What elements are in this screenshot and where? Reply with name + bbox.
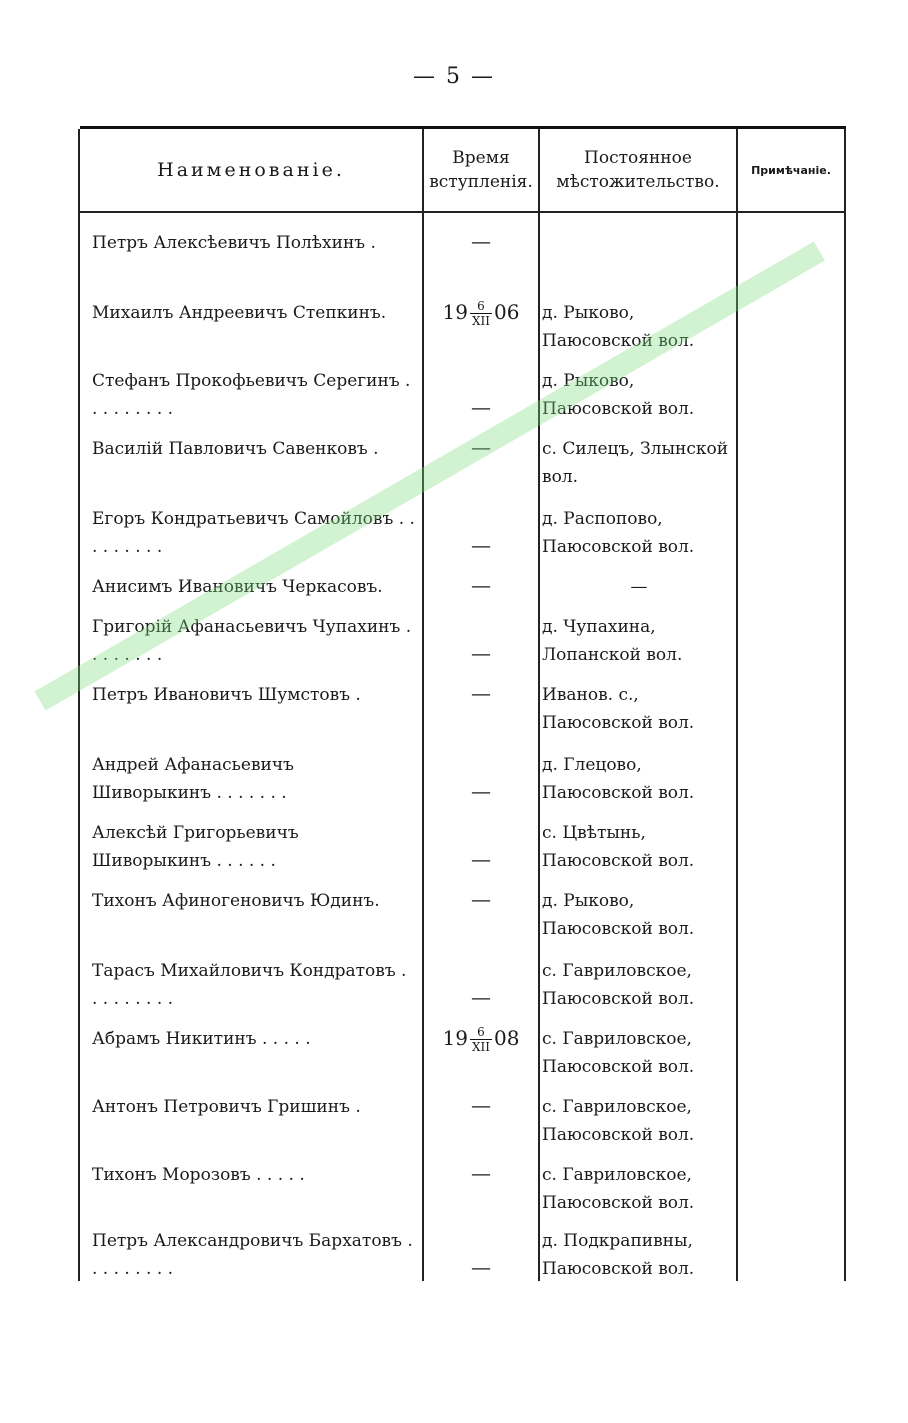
header-time-line2: вступленія.: [429, 172, 533, 192]
row-residence: д. Распопово, Паюсовской вол.: [542, 509, 695, 557]
row-name: Василій Павловичъ Савенковъ .: [92, 439, 379, 459]
row-name: Петръ Ивановичъ Шумстовъ .: [92, 685, 361, 705]
row-name: Григорій Афанасьевичъ Чупахинъ . . . . . . . .: [92, 617, 412, 665]
header-residence: [540, 129, 736, 211]
header-residence-line2: мѣстожительство.: [556, 172, 720, 192]
row-time: —: [471, 1093, 491, 1117]
row-name: Тихонъ Морозовъ . . . . .: [92, 1165, 305, 1185]
row-time: —: [471, 573, 491, 597]
row-time: —: [471, 681, 491, 705]
header-rule: [80, 211, 846, 213]
row-name: Тихонъ Афиногеновичъ Юдинъ.: [92, 891, 380, 911]
row-name: Абрамъ Никитинъ . . . . .: [92, 1029, 311, 1049]
time-day: 6: [470, 299, 492, 314]
row-name: Петръ Александровичъ Бархатовъ . . . . . . . . .: [92, 1231, 413, 1279]
row-name: Андрей Афанасьевичъ Шиворыкинъ . . . . . . .: [92, 755, 294, 803]
time-year: 19: [442, 300, 468, 324]
header-time: [424, 129, 538, 211]
time-month: XII: [471, 314, 491, 328]
time-year: 19: [442, 1026, 468, 1050]
page-number: — 5 —: [413, 64, 495, 89]
row-time: —: [471, 395, 491, 419]
row-residence: с. Цвѣтынь, Паюсовской вол.: [542, 823, 695, 871]
row-residence: с. Силецъ, Злынской вол.: [542, 439, 729, 487]
row-residence: д. Рыково, Паюсовской вол.: [542, 371, 695, 419]
row-time: [424, 1025, 538, 1054]
header-name: Наименованіе.: [157, 159, 345, 181]
row-residence: с. Гавриловское, Паюсовской вол.: [542, 1097, 695, 1145]
row-residence: с. Гавриловское, Паюсовской вол.: [542, 1165, 695, 1213]
row-time: —: [471, 887, 491, 911]
row-name: Антонъ Петровичъ Гришинъ .: [92, 1097, 361, 1117]
row-name: Михаилъ Андреевичъ Степкинъ.: [92, 303, 387, 323]
row-time: —: [471, 229, 491, 253]
time-fraction: [470, 299, 492, 328]
time-suffix: 06: [494, 300, 520, 324]
header-residence-line1: Постоянное: [584, 148, 692, 168]
row-name: Стефанъ Прокофьевичъ Серегинъ . . . . . . . . .: [92, 371, 411, 419]
row-residence: д. Подкрапивны, Паюсовской вол.: [542, 1231, 695, 1279]
row-time: —: [471, 1161, 491, 1185]
row-time: —: [471, 435, 491, 459]
time-day: 6: [470, 1025, 492, 1040]
row-name: Тарасъ Михайловичъ Кондратовъ . . . . . . . . .: [92, 961, 407, 1009]
row-residence: с. Гавриловское, Паюсовской вол.: [542, 1029, 695, 1077]
column-rule: [844, 129, 846, 1281]
row-time: —: [471, 1255, 491, 1279]
row-time: —: [471, 641, 491, 665]
row-time: —: [471, 847, 491, 871]
row-time: —: [471, 533, 491, 557]
time-suffix: 08: [494, 1026, 520, 1050]
time-fraction: [470, 1025, 492, 1054]
row-residence: с. Гавриловское, Паюсовской вол.: [542, 961, 695, 1009]
row-residence: д. Рыково, Паюсовской вол.: [542, 303, 695, 351]
row-residence: д. Глецово, Паюсовской вол.: [542, 755, 695, 803]
row-time: —: [471, 779, 491, 803]
row-name: Алексѣй Григорьевичъ Шиворыкинъ . . . . . .: [92, 823, 299, 871]
row-time: [424, 299, 538, 328]
row-residence: Иванов. с., Паюсовской вол.: [542, 685, 695, 733]
header-time-line1: Время: [452, 148, 510, 168]
row-residence: д. Чупахина, Лопанской вол.: [542, 617, 683, 665]
row-name: Анисимъ Ивановичъ Черкасовъ.: [92, 577, 383, 597]
row-name: Егоръ Кондратьевичъ Самойловъ . . . . . . . . .: [92, 509, 415, 557]
column-rule: [538, 129, 540, 1281]
row-residence: —: [630, 577, 648, 597]
row-name: Петръ Алексѣевичъ Полѣхинъ .: [92, 233, 376, 253]
header-note: Примѣчаніе.: [751, 163, 831, 177]
row-time: —: [471, 985, 491, 1009]
time-month: XII: [471, 1040, 491, 1054]
row-residence: д. Рыково, Паюсовской вол.: [542, 891, 695, 939]
column-rule: [78, 129, 80, 1281]
